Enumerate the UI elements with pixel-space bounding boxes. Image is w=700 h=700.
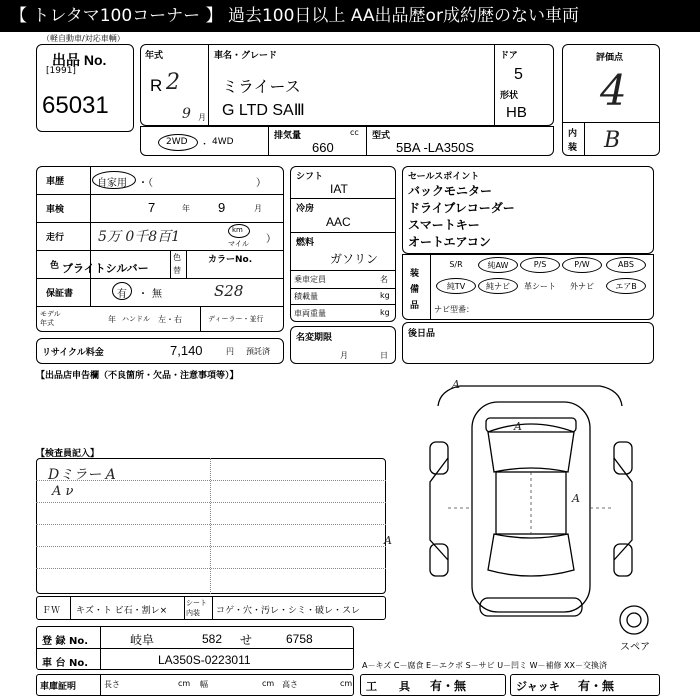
registration-kana: せ [240, 633, 253, 647]
rating-label: 評価点 [596, 53, 624, 63]
sales-point-1: バックモニター [408, 184, 493, 198]
registration-class: 582 [202, 632, 223, 646]
equipment-option-row1-0: S/R [449, 260, 463, 269]
vehicle-category-caption: （軽自動車/対応車輌） [42, 34, 125, 43]
car-roof [486, 418, 576, 432]
year-era: R [150, 76, 163, 95]
color-value: ブライトシルバー [62, 263, 149, 275]
inspection-month-unit: 月 [254, 204, 262, 213]
year-month-unit: 月 [198, 113, 206, 122]
drive-option-4wd: 4WD [212, 137, 234, 147]
equipment-option-row2-4: エアB [615, 282, 637, 291]
model-year-unit: 年 [108, 315, 116, 324]
color-label: 色 [50, 261, 60, 271]
fuel-label: 燃料 [296, 238, 315, 248]
mileage-unit-km: km [232, 226, 243, 234]
seat-label-2: 内装 [186, 609, 200, 617]
mileage-unit-mile: マイル [228, 240, 249, 248]
inspection-year-unit: 年 [182, 204, 190, 213]
equipment-option-row1-4: ABS [618, 260, 634, 269]
color-no-handwritten: S28 [214, 282, 244, 300]
spare-tire [620, 606, 648, 634]
history-rest: ・（ [138, 178, 153, 189]
name-change-month: 月 [340, 351, 348, 360]
chassis-value: LA350S-0223011 [158, 653, 251, 667]
car-top-outline [438, 386, 622, 406]
fuel-value: ガソリン [330, 252, 379, 266]
sales-point-4: オートエアコン [408, 235, 491, 249]
inspector-note-1: Dミラー A [48, 467, 116, 483]
inspection-year: 7 [148, 200, 156, 215]
equipment-option-row2-2: 革シート [524, 282, 556, 291]
equipment-option-row2-1: 純ナビ [486, 282, 510, 291]
load-label: 積載量 [294, 292, 318, 301]
warranty-label: 保証書 [46, 289, 74, 299]
recycle-label: リサイクル料金 [42, 348, 104, 358]
color-no-label: カラーNo. [208, 255, 253, 265]
type-value: 5BA -LA350S [396, 140, 475, 155]
damage-legend: A－キズ C－腐食 E－エクボ S－サビ U－凹ミ W－補修 XX－交換済 [362, 661, 608, 670]
damage-mark-3: A [572, 492, 580, 505]
car-body [472, 402, 590, 612]
exhibitor-notes-label: 【出品店申告欄（不良箇所・欠品・注意事項等）】 [36, 371, 239, 381]
front-bumper [480, 598, 582, 616]
after-day-box [402, 322, 654, 364]
equipment-label-3: 品 [410, 301, 420, 311]
model-year-label-2: 年式 [40, 319, 54, 327]
sales-point-3: スマートキー [408, 218, 480, 232]
after-day-label: 後日品 [408, 329, 436, 339]
damage-mark-1: A [452, 378, 460, 391]
mileage-close: ） [266, 234, 276, 245]
fw-items: キズ・ト ビ石・割レ× [76, 606, 168, 616]
history-close: ） [256, 178, 266, 189]
cert-height-label: 高さ [282, 680, 298, 689]
damage-mark-2: A [514, 420, 522, 433]
sales-points-label: セールスポイント [408, 172, 480, 182]
registration-number: 6758 [286, 632, 313, 646]
recycle-value: 7,140 [170, 343, 203, 358]
car-damage-diagram [384, 372, 660, 634]
cert-width-label: 幅 [200, 680, 208, 689]
model-grade: G LTD SAⅢ [222, 102, 305, 119]
equipment-label-2: 備 [410, 285, 420, 295]
equipment-option-row1-2: P/S [533, 260, 547, 269]
rear-right-wheel [614, 544, 632, 576]
displacement-value: 660 [312, 140, 334, 155]
shape-label: 形状 [500, 91, 519, 101]
jack-label: ジャッキ [516, 680, 560, 693]
recycle-unit: 円 [226, 347, 234, 356]
year-month: 9 [182, 106, 191, 122]
interior-grade: B [604, 128, 621, 153]
shift-label: シフト [296, 172, 324, 182]
seat-label-1: シート [186, 599, 207, 607]
mileage-handwritten: 5万 0千8百1 [98, 229, 181, 245]
lot-number: 65031 [42, 92, 109, 119]
history-selected: 自家用 [97, 178, 127, 189]
equipment-option-row2-3: 外ナビ [570, 282, 594, 291]
inspector-note-2: A ν [52, 484, 74, 499]
chassis-label: 車 台 No. [42, 658, 89, 669]
weight-label: 車両重量 [294, 309, 326, 318]
tools-value: 有・無 [430, 679, 467, 693]
displacement-unit: cc [350, 128, 359, 137]
shape-value: HB [506, 104, 527, 121]
dealer-options: ディーラー・並行 [208, 315, 264, 323]
equipment-option-row1-3: P/W [574, 260, 590, 269]
navi-model-label: ナビ型番： [434, 305, 474, 314]
weight-unit: kg [380, 308, 390, 317]
windshield [488, 424, 574, 472]
color-change-label-1: 色 [173, 253, 181, 262]
inspection-label: 車検 [46, 205, 65, 215]
cert-width-unit: cm [262, 679, 275, 688]
doors-label: ドア [500, 51, 518, 61]
recycle-note: 預託済 [246, 347, 270, 356]
vehicle-details-box [36, 166, 284, 332]
shift-value: IAT [330, 182, 348, 196]
interior-label-1: 内 [568, 129, 578, 139]
rating-score: 4 [600, 66, 627, 115]
sales-point-2: ドライブレコーダー [408, 201, 515, 215]
seat-items: コゲ・穴・汚レ・シミ・破レ・スレ [216, 606, 361, 616]
tools-label: 工 具 [366, 680, 410, 693]
inspection-month: 9 [218, 200, 226, 215]
model-label: 車名・グレード [214, 51, 278, 61]
spare-label: スペア [620, 642, 650, 653]
color-change-label-2: 替 [173, 266, 181, 275]
history-label: 車歴 [46, 177, 65, 187]
inspector-label: 【検査員記入】 [36, 449, 100, 459]
registration-pref: 岐阜 [130, 633, 155, 647]
rear-left-wheel [430, 544, 448, 576]
fw-label: ＦＷ [42, 606, 61, 616]
lot-code: [1991] [46, 66, 76, 76]
capacity-label: 乗車定員 [294, 275, 326, 284]
year-value: 2 [166, 70, 180, 95]
handle-options: 左・右 [158, 315, 182, 324]
drive-separator: ・ [200, 140, 210, 150]
warranty-separator: ・ [138, 289, 148, 300]
rear-window [488, 534, 574, 576]
garage-cert-box [36, 674, 354, 696]
cert-height-unit: cm [340, 679, 353, 688]
load-unit: kg [380, 291, 390, 300]
handle-label: ハンドル [122, 315, 150, 323]
drive-option-2wd: 2WD [166, 137, 188, 147]
displacement-label: 排気量 [274, 131, 302, 141]
type-label: 型式 [372, 131, 391, 141]
capacity-unit: 名 [380, 275, 388, 284]
cert-length-label: 長さ [104, 680, 120, 689]
warranty-option-yes: 有 [117, 289, 127, 300]
equipment-label-1: 装 [410, 269, 420, 279]
cert-length-unit: cm [178, 679, 191, 688]
equipment-option-row1-1: 純AW [487, 261, 509, 270]
garage-cert-label: 車庫証明 [40, 682, 77, 692]
mileage-label: 走行 [46, 233, 65, 243]
jack-value: 有・無 [578, 679, 615, 693]
name-change-label: 名変期限 [296, 333, 333, 343]
banner-title: 【 トレタマ100コーナー 】 過去100日以上 AA出品歴or成約歴のない車両 [0, 0, 700, 32]
lot-number-label: 出品 No. [52, 52, 107, 68]
ac-value: AAC [326, 215, 351, 229]
registration-label: 登 録 No. [42, 636, 89, 647]
damage-mark-4: A [384, 534, 392, 547]
warranty-option-no: 無 [152, 289, 162, 300]
year-label: 年式 [145, 51, 164, 61]
doors-value: 5 [514, 66, 523, 83]
model-year-label-1: モデル [40, 310, 61, 318]
interior-label-2: 装 [568, 143, 578, 153]
name-change-day: 日 [380, 351, 388, 360]
ac-label: 冷房 [296, 204, 315, 214]
model-name: ミライース [222, 79, 301, 96]
equipment-option-row2-0: 純TV [446, 282, 466, 291]
